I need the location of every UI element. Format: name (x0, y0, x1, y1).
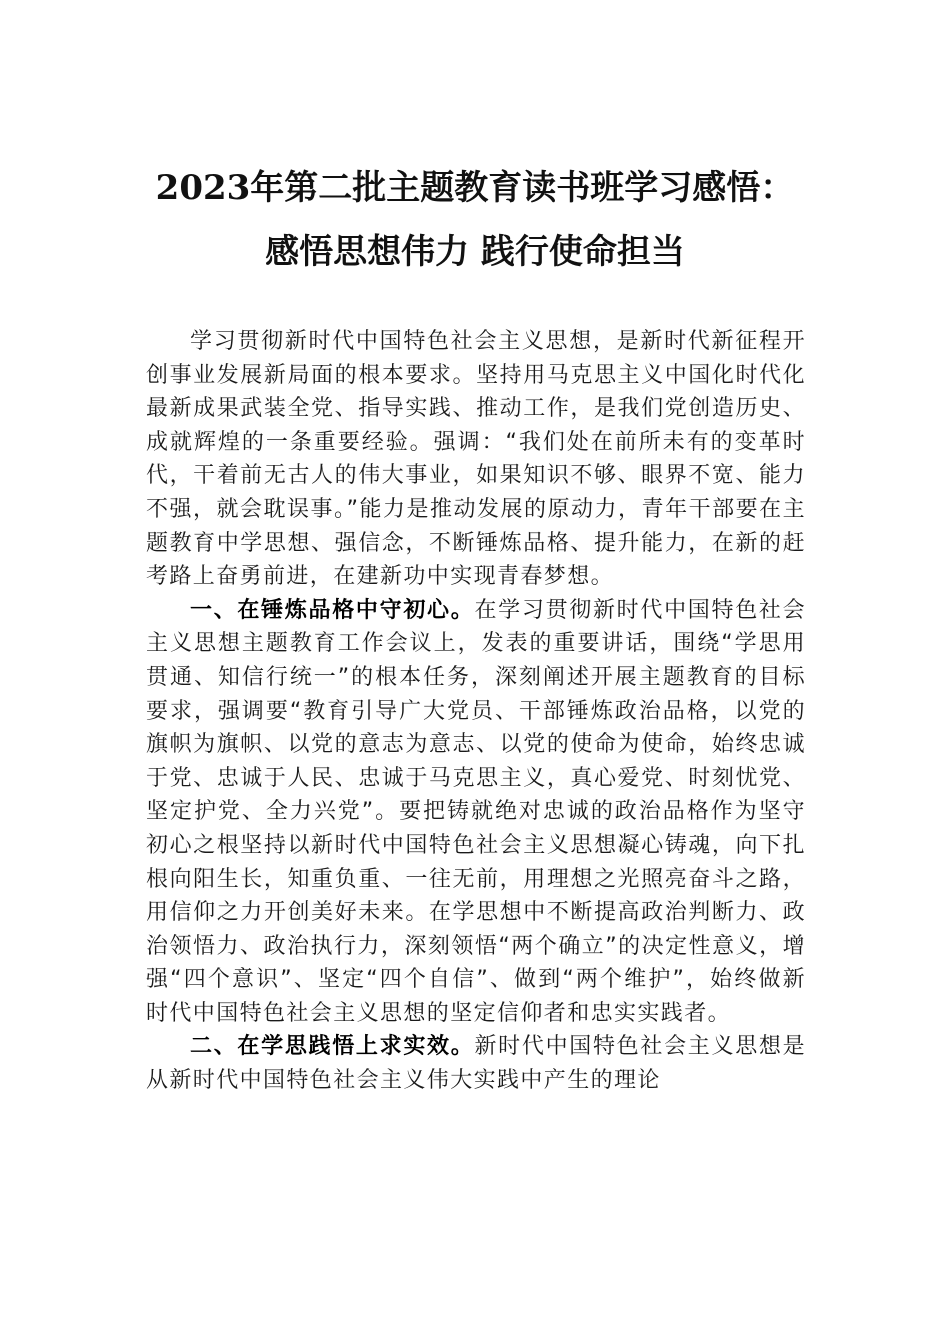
paragraph-section-1 (146, 594, 806, 1031)
section-heading: 二、在学思践悟上求实效。 (190, 1034, 475, 1060)
document-title-line-1: 2023年第二批主题教育读书班学习感悟： (155, 168, 795, 208)
section-heading: 一、在锤炼品格中守初心。 (190, 597, 475, 623)
document-title-line-2: 感悟思想伟力 践行使命担当 (265, 232, 685, 272)
document-body (146, 325, 806, 1098)
paragraph-text: 在学习贯彻新时代中国特色社会主义思想主题教育工作会议上，发表的重要讲话，围绕“学思用贯通、知信行统一”的根本任务，深刻阐述开展主题教育的目标要求，强调要“教育引导广大党员、干部锤炼政治品格，以党的旗帜为旗帜、以党的意志为意志、以党的使命为使命，始终忠诚于党、忠诚于人民、忠诚于马克思主义，真心爱党、时刻忧党、坚定护党、全力兴党”。要把铸就绝对忠诚的政治品格作为坚守初心之根坚持以新时代中国特色社会主义思想凝心铸魂，向下扎根向阳生长，知重负重、一往无前，用理想之光照亮奋斗之路，用信仰之力开创美好未来。在学思想中不断提高政治判断力、政治领悟力、政治执行力，深刻领悟“两个确立”的决定性意义，增强“四个意识”、坚定“四个自信”、做到“两个维护”，始终做新时代中国特色社会主义思想的坚定信仰者和忠实实践者。 (146, 597, 806, 1026)
paragraph-text: 学习贯彻新时代中国特色社会主义思想，是新时代新征程开创事业发展新局面的根本要求。坚持用马克思主义中国化时代化最新成果武装全党、指导实践、推动工作，是我们党创造历史、成就辉煌的一条重要经验。强调：“我们处在前所未有的变革时代，干着前无古人的伟大事业，如果知识不够、眼界不宽、能力不强，就会耽误事。”能力是推动发展的原动力，青年干部要在主题教育中学思想、强信念，不断锤炼品格、提升能力，在新的赶考路上奋勇前进，在建新功中实现青春梦想。 (146, 329, 806, 590)
paragraph-section-2 (146, 1030, 806, 1097)
paragraph-intro (146, 325, 806, 594)
paragraph-text: 新时代中国特色社会主义思想是从新时代中国特色社会主义伟大实践中产生的理论 (146, 1034, 806, 1094)
